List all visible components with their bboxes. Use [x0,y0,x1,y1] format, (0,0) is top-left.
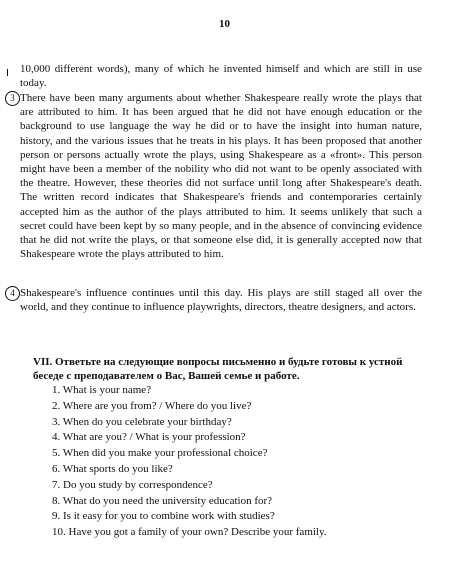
question-item: 1. What is your name? [52,384,152,396]
question-item: 7. Do you study by correspondence? [52,478,213,491]
question-list [52,383,327,541]
paragraph-3: There have been many arguments about whether Shakespeare really wrote the plays that are attributed to him. It has been argued that he did not have enough education or the background to use language the way he did or to have the insight into human nature, history, and the various issues that he treats in his plays. It has been proposed that another person or persons actually wrote the plays, using Shakespeare as a «front». This person might have been a member of the nobility who did not want to be openly associated with the theatre. However, these theories did not surface until long after Shakespeare's death. The written record indicates that Shakespeare's friends and contemporaries certainly accepted him as the author of the plays attributed to him. It seems unlikely that such a secret could have been kept by so many people, and in the absence of convincing evidence that he did not write the plays, or that someone else did, it is generally accepted now that Shakespeare wrote the plays attributed to him. [20,92,422,261]
question-item: 9. Is it easy for you to combine work with studies? [52,510,275,523]
paragraph-number-circle-3: 3 [5,91,20,106]
question-item: 10. Have you got a family of your own? Describe your family. [52,526,327,539]
question-item: 6. What sports do you like? [52,462,173,475]
question-item: 8. What do you need the university education for? [52,494,273,507]
section-heading: VII. Ответьте на следующие вопросы письменно и будьте готовы к устной беседе с преподавателем о Вас, Вашей семье и работе. [33,356,403,382]
margin-tick-mark [7,69,8,76]
paragraph-continuation: 10,000 different words), many of which he invented himself and which are still in use today. [20,63,422,90]
page-number: 10 [219,18,230,30]
paragraph-4: Shakespeare's influence continues until this day. His plays are still staged all over the world, and they continue to influence playwrights, directors, theatre designers, and actors. [20,287,422,314]
question-item: 4. What are you? / What is your profession? [52,431,246,444]
question-item: 3. When do you celebrate your birthday? [52,415,232,428]
question-item: 2. Where are you from? / Where do you live? [52,399,252,412]
paragraph-number-circle-4: 4 [5,286,20,301]
question-item: 5. When did you make your professional choice? [52,447,268,460]
